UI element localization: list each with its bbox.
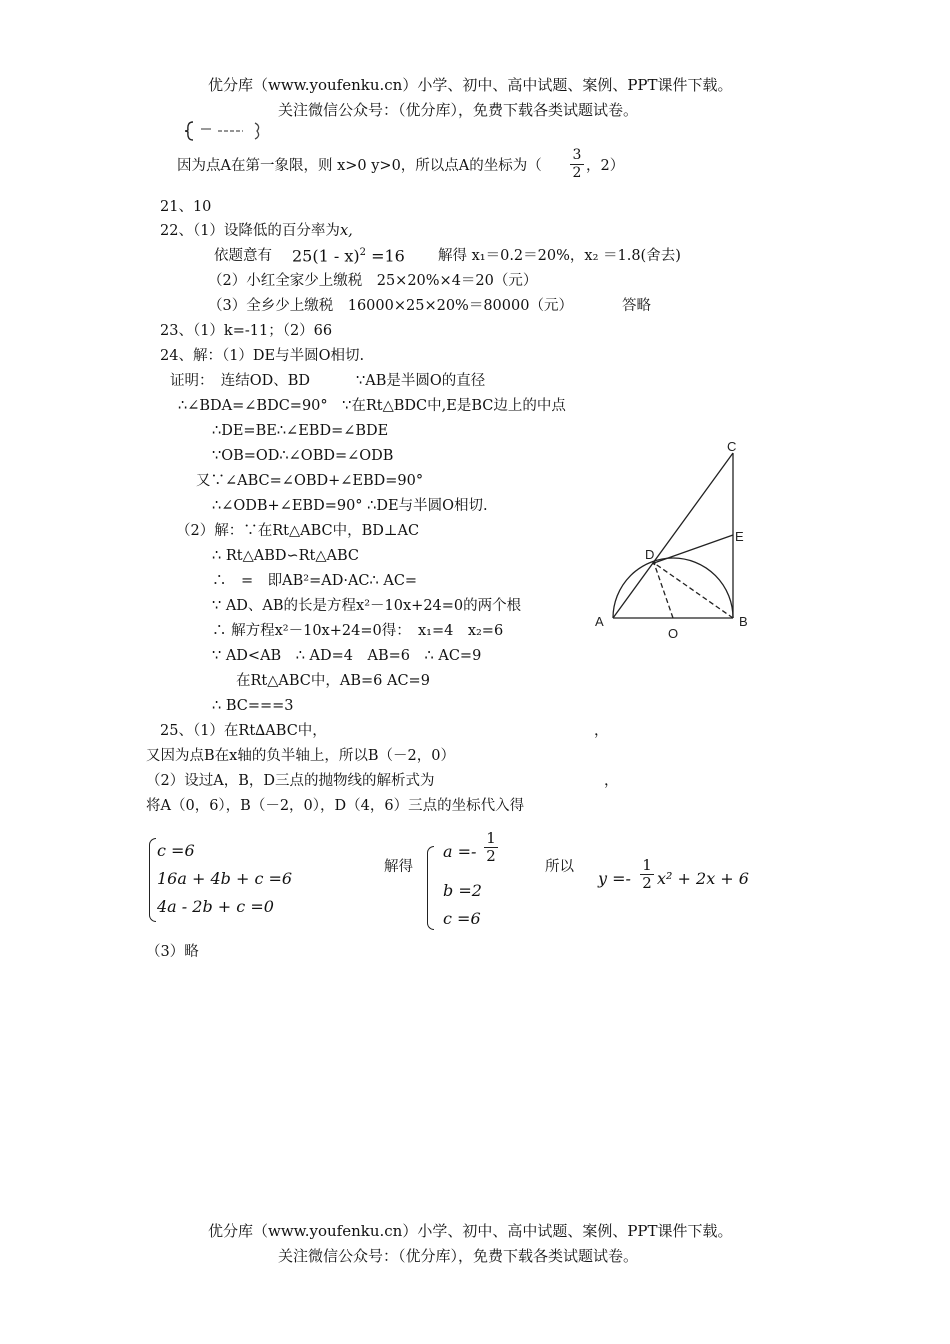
label-O: O <box>668 626 679 641</box>
footer-line-2: 关注微信公众号：（优分库），免费下载各类试题试卷。 <box>278 1247 639 1265</box>
q24-line-9: ∴ Rt△ABD∽Rt△ABC <box>212 548 360 564</box>
q20-frac-num: 3 <box>572 147 582 163</box>
q24-line-10: ∴ = 即AB²=AD·AC∴ AC= <box>212 573 418 589</box>
sol-c: c =6 <box>443 909 481 928</box>
footer-line-1: 优分库（www.youfenku.cn）小学、初中、高中试题、案例、PPT课件下载。 <box>208 1222 733 1240</box>
q25-line-3: （2）设过A，B，D三点的抛物线的解析式为 <box>146 773 435 789</box>
sol-a-den: 2 <box>486 847 496 865</box>
y-num: 1 <box>642 856 652 874</box>
q22-part1 <box>160 222 353 240</box>
q22-eq-rhs: =16 <box>371 246 405 266</box>
q22-part1-text: 22、（1）设降低的百分率为 <box>160 223 340 239</box>
q20-frac-den: 2 <box>572 165 582 181</box>
q22-eq-main: 25(1 - x) <box>292 246 360 266</box>
label-A: A <box>595 614 604 629</box>
q23-answer: 23、（1）k=-11；（2）66 <box>160 323 333 339</box>
q25-line-1: 25、（1）在Rt∆ABC中， <box>160 723 327 739</box>
q24-line-15: ∴ BC===3 <box>212 698 294 714</box>
segment-BD <box>654 563 733 618</box>
label-C: C <box>727 439 737 454</box>
label-D: D <box>645 547 655 562</box>
q24-line-5: ∵OB=OD∴∠OBD=∠ODB <box>212 448 394 464</box>
q24-line-14: 在Rt△ABC中，AB=6 AC=9 <box>236 673 430 689</box>
q25-comma-1: ， <box>594 723 609 739</box>
q25-line-2: 又因为点B在x轴的负半轴上，所以B（－2，0） <box>146 748 455 764</box>
q25-comma-2: ， <box>604 773 619 789</box>
segment-AC <box>613 453 733 618</box>
q22-solve: 解得 x₁＝0.2＝20%，x₂ ＝1.8(舍去) <box>438 248 681 264</box>
solve-label: 解得 <box>384 859 413 875</box>
q24-line-1: 24、解：（1）DE与半圆O相切. <box>160 348 365 364</box>
q24-line-7: ∴∠ODB+∠EBD=90° ∴DE与半圆O相切. <box>212 498 488 514</box>
q20-tail: ，2） <box>586 158 625 174</box>
label-B: B <box>739 614 748 629</box>
equation-fragment <box>185 120 275 142</box>
segment-OD <box>654 563 673 618</box>
sys-eq-1: c =6 <box>157 841 195 860</box>
q22-equation <box>292 244 405 265</box>
sys-eq-3: 4a - 2b + c =0 <box>157 897 274 916</box>
sol-a-num: 1 <box>486 829 496 847</box>
y-pre: y =- <box>598 869 631 888</box>
segment-DE <box>654 535 733 563</box>
so-label: 所以 <box>545 859 574 875</box>
q22-eq-exp: 2 <box>359 247 366 258</box>
q22-part3: （3）全乡少上缴税 16000×25×20%＝80000（元） <box>208 298 573 314</box>
y-den: 2 <box>642 874 652 892</box>
sol-a-fraction <box>484 831 498 864</box>
q25-part3: （3）略 <box>146 944 199 960</box>
q24-line-4: ∴DE=BE∴∠EBD=∠BDE <box>212 423 389 439</box>
q22-eq-label: 依题意有 <box>214 248 272 264</box>
q24-line-2b: ∵AB是半圆O的直径 <box>356 373 486 389</box>
q20-fraction <box>570 148 584 181</box>
y-fraction <box>640 858 654 891</box>
q21-answer: 21、10 <box>160 199 212 215</box>
q24-line-8: （2）解：∵在Rt△ABC中，BD⊥AC <box>176 523 420 539</box>
q24-line-12: ∴ 解方程x²－10x+24=0得： x₁=4 x₂=6 <box>212 623 504 639</box>
q25-line-4: 将A（0，6），B（－2，0），D（4，6）三点的坐标代入得 <box>146 798 525 814</box>
sol-b: b =2 <box>443 881 482 900</box>
sys-eq-2: 16a + 4b + c =6 <box>157 869 293 888</box>
geometry-figure <box>588 434 758 644</box>
solution-brace <box>427 846 434 930</box>
y-post: x² + 2x + 6 <box>657 869 749 888</box>
system-brace <box>149 838 156 922</box>
header-line-2: 关注微信公众号：（优分库），免费下载各类试题试卷。 <box>278 101 639 119</box>
q24-line-2a: 证明： 连结OD、BD <box>170 373 311 389</box>
q24-line-6: 又∵∠ABC=∠OBD+∠EBD=90° <box>196 473 424 489</box>
header-line-1: 优分库（www.youfenku.cn）小学、初中、高中试题、案例、PPT课件下载。 <box>208 76 733 94</box>
label-E: E <box>735 529 744 544</box>
q22-answer: 答略 <box>622 298 651 314</box>
sol-a-pre: a =- <box>443 842 477 861</box>
q24-line-11: ∵ AD、AB的长是方程x²－10x+24=0的两个根 <box>212 598 522 614</box>
q22-part2: （2）小红全家少上缴税 25×20%×4＝20（元） <box>208 273 538 289</box>
q24-line-13: ∵ AD<AB ∴ AD=4 AB=6 ∴ AC=9 <box>212 648 482 664</box>
semicircle-O <box>613 558 733 618</box>
q22-var: x, <box>339 223 353 239</box>
q24-line-3: ∴∠BDA=∠BDC=90° ∵在Rt△BDC中,E是BC边上的中点 <box>178 398 566 414</box>
q20-text: 因为点A在第一象限，则 x>0 y>0，所以点A的坐标为（ <box>177 158 542 174</box>
